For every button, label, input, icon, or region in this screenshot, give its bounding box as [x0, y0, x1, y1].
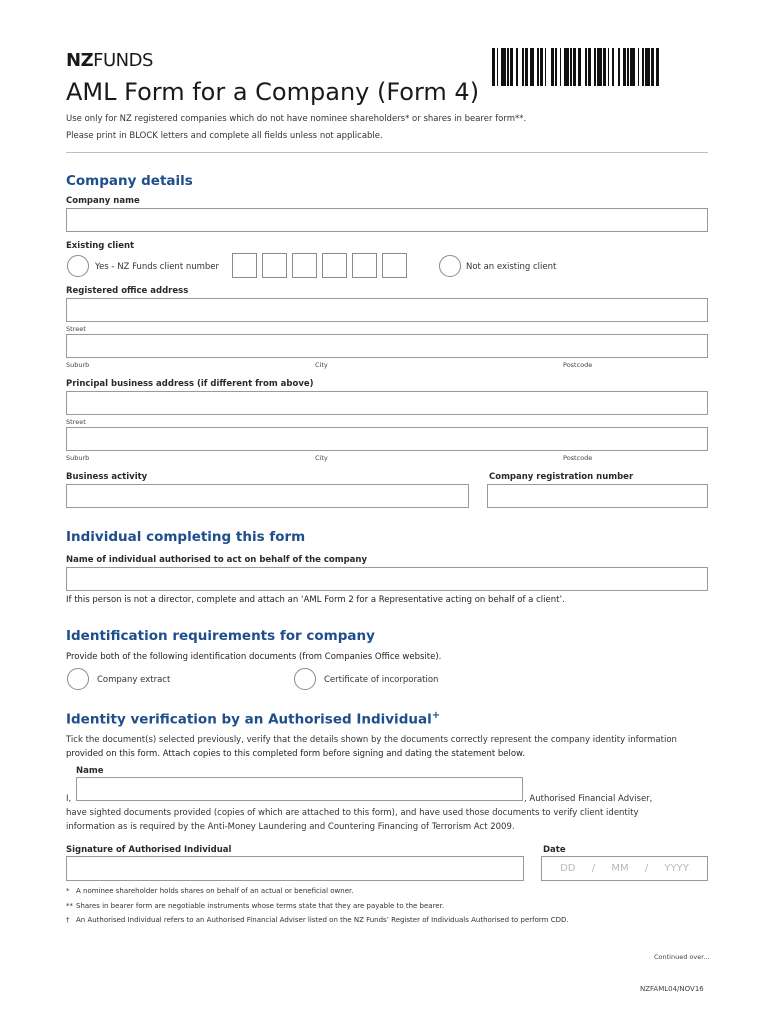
client-number-digit-3[interactable] — [292, 253, 317, 278]
individual-heading: Individual completing this form — [66, 529, 306, 545]
footnote-3: † An Authorised Individual refers to an Authorised Financial Adviser listed on the NZ Funds’ Register of Individuals Authorised to perform CDD. — [66, 916, 569, 924]
business-activity-field[interactable] — [66, 484, 469, 508]
date-field[interactable] — [541, 856, 708, 881]
business-activity-label: Business activity — [66, 472, 148, 482]
principal-postcode-label: Postcode — [563, 454, 593, 462]
individual-name-field[interactable] — [66, 567, 708, 591]
barcode — [492, 48, 708, 86]
divider — [66, 152, 708, 153]
verification-heading: Identity verification by an Authorised Individual+ — [66, 710, 441, 728]
client-number-digit-4[interactable] — [322, 253, 347, 278]
principal-address-label: Principal business address (if different from above) — [66, 379, 314, 389]
principal-suburb-city-postcode-field[interactable] — [66, 427, 708, 451]
registered-address-label: Registered office address — [66, 286, 189, 296]
registered-street-field[interactable] — [66, 298, 708, 322]
existing-client-label: Existing client — [66, 241, 135, 251]
date-yyyy-placeholder: YYYY — [664, 863, 689, 874]
registered-street-label: Street — [66, 325, 86, 333]
i-prefix: I, — [66, 794, 72, 804]
not-existing-client-label: Not an existing client — [466, 262, 557, 272]
statement-line-1: have sighted documents provided (copies of which are attached to this form), and have used those documents to verify client identity — [66, 808, 639, 818]
dagger-mark: + — [431, 710, 441, 721]
client-number-digit-2[interactable] — [262, 253, 287, 278]
client-number-digit-5[interactable] — [352, 253, 377, 278]
registered-city-label: City — [315, 361, 328, 369]
date-separator: / — [644, 863, 649, 874]
registration-number-field[interactable] — [487, 484, 708, 508]
existing-client-yes-radio[interactable] — [67, 255, 89, 277]
adviser-name-field[interactable] — [76, 777, 523, 801]
identification-instruction: Provide both of the following identification documents (from Companies Office website). — [66, 652, 442, 662]
signature-field[interactable] — [66, 856, 524, 881]
nzfunds-logo: NZFUNDS — [66, 50, 153, 71]
certificate-checkbox[interactable] — [294, 668, 316, 690]
verification-text-2: provided on this form. Attach copies to this completed form before signing and dating the statement below. — [66, 749, 525, 759]
form-code: NZFAML04/NOV16 — [640, 985, 704, 993]
date-dd-placeholder: DD — [560, 863, 576, 874]
individual-note: If this person is not a director, complete and attach an ‘AML Form 2 for a Representative acting on behalf of a client’. — [66, 595, 565, 605]
client-number-digit-1[interactable] — [232, 253, 257, 278]
intro-line-2: Please print in BLOCK letters and complete all fields unless not applicable. — [66, 131, 383, 141]
certificate-label: Certificate of incorporation — [324, 675, 439, 685]
identification-heading: Identification requirements for company — [66, 628, 375, 644]
registered-suburb-label: Suburb — [66, 361, 90, 369]
not-existing-client-radio[interactable] — [439, 255, 461, 277]
existing-client-yes-label: Yes - NZ Funds client number — [95, 262, 220, 272]
individual-name-label: Name of individual authorised to act on behalf of the company — [66, 555, 368, 565]
barcode-bar — [659, 48, 661, 86]
verification-text-1: Tick the document(s) selected previously, verify that the details shown by the documents correctly represent the company identity information — [66, 735, 677, 745]
continued-over: Continued over... — [654, 953, 710, 961]
intro-line-1: Use only for NZ registered companies which do not have nominee shareholders* or shares in bearer form**. — [66, 114, 527, 124]
company-details-heading: Company details — [66, 173, 193, 189]
principal-street-label: Street — [66, 418, 86, 426]
registration-number-label: Company registration number — [489, 472, 634, 482]
date-separator: / — [591, 863, 596, 874]
registered-postcode-label: Postcode — [563, 361, 593, 369]
footnote-2: ** Shares in bearer form are negotiable instruments whose terms state that they are payable to the bearer. — [66, 902, 445, 910]
page-title: AML Form for a Company (Form 4) — [66, 78, 480, 106]
company-name-field[interactable] — [66, 208, 708, 232]
company-extract-checkbox[interactable] — [67, 668, 89, 690]
statement-line-2: information as is required by the Anti-Money Laundering and Countering Financing of Terrorism Act 2009. — [66, 822, 515, 832]
date-mm-placeholder: MM — [611, 863, 629, 874]
date-label: Date — [543, 845, 566, 855]
adviser-suffix: , Authorised Financial Adviser, — [524, 794, 653, 804]
adviser-name-label: Name — [76, 766, 104, 776]
registered-suburb-city-postcode-field[interactable] — [66, 334, 708, 358]
principal-street-field[interactable] — [66, 391, 708, 415]
principal-suburb-label: Suburb — [66, 454, 90, 462]
principal-city-label: City — [315, 454, 328, 462]
company-extract-label: Company extract — [97, 675, 171, 685]
footnote-1: * A nominee shareholder holds shares on behalf of an actual or beneficial owner. — [66, 887, 354, 895]
signature-label: Signature of Authorised Individual — [66, 845, 232, 855]
client-number-digit-6[interactable] — [382, 253, 407, 278]
company-name-label: Company name — [66, 196, 140, 206]
